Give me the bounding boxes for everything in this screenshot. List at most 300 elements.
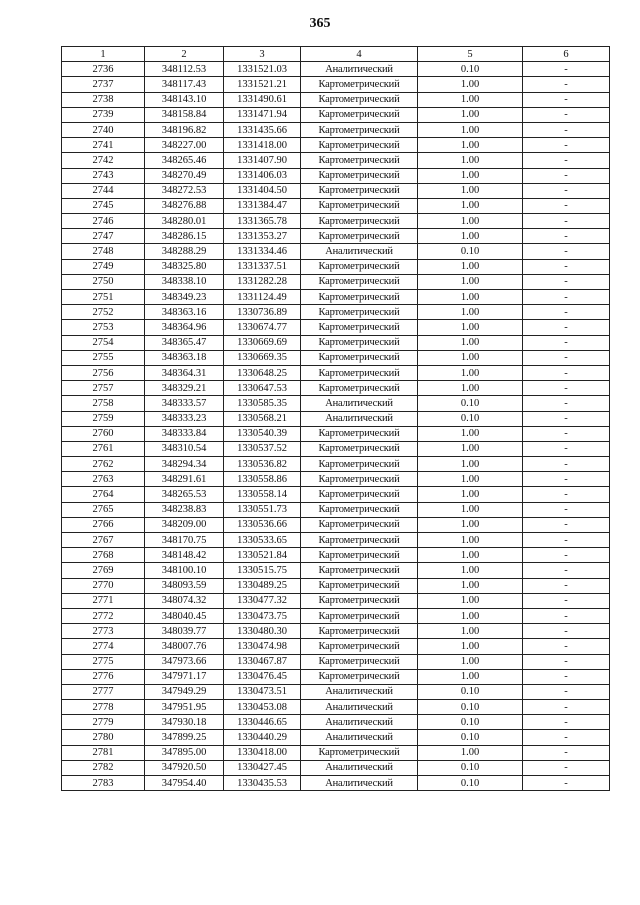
table-row <box>62 335 610 350</box>
method-cell: Аналитический <box>301 244 418 259</box>
accuracy-cell: 1.00 <box>418 229 523 244</box>
x-coordinate-cell: 348007.76 <box>145 639 224 654</box>
table-row <box>62 244 610 259</box>
table-row <box>62 183 610 198</box>
y-coordinate-cell: 1330453.08 <box>224 700 301 715</box>
note-cell: - <box>523 153 610 168</box>
x-coordinate-cell: 348100.10 <box>145 563 224 578</box>
point-number-cell: 2782 <box>62 760 145 775</box>
x-coordinate-cell: 348338.10 <box>145 274 224 289</box>
y-coordinate-cell: 1330474.98 <box>224 639 301 654</box>
point-number-cell: 2764 <box>62 487 145 502</box>
method-cell: Картометрический <box>301 92 418 107</box>
method-cell: Картометрический <box>301 669 418 684</box>
header-cell-1: 1 <box>62 47 145 62</box>
method-cell: Картометрический <box>301 457 418 472</box>
x-coordinate-cell: 348270.49 <box>145 168 224 183</box>
method-cell: Картометрический <box>301 472 418 487</box>
x-coordinate-cell: 348286.15 <box>145 229 224 244</box>
x-coordinate-cell: 348039.77 <box>145 624 224 639</box>
x-coordinate-cell: 348143.10 <box>145 92 224 107</box>
point-number-cell: 2742 <box>62 153 145 168</box>
accuracy-cell: 1.00 <box>418 381 523 396</box>
note-cell: - <box>523 198 610 213</box>
accuracy-cell: 0.10 <box>418 760 523 775</box>
point-number-cell: 2767 <box>62 533 145 548</box>
x-coordinate-cell: 348365.47 <box>145 335 224 350</box>
accuracy-cell: 0.10 <box>418 684 523 699</box>
method-cell: Картометрический <box>301 320 418 335</box>
method-cell: Картометрический <box>301 502 418 517</box>
note-cell: - <box>523 441 610 456</box>
x-coordinate-cell: 348364.96 <box>145 320 224 335</box>
note-cell: - <box>523 411 610 426</box>
note-cell: - <box>523 107 610 122</box>
point-number-cell: 2777 <box>62 684 145 699</box>
accuracy-cell: 1.00 <box>418 183 523 198</box>
point-number-cell: 2761 <box>62 441 145 456</box>
x-coordinate-cell: 348112.53 <box>145 62 224 77</box>
x-coordinate-cell: 348364.31 <box>145 365 224 380</box>
note-cell: - <box>523 274 610 289</box>
accuracy-cell: 1.00 <box>418 487 523 502</box>
method-cell: Картометрический <box>301 654 418 669</box>
x-coordinate-cell: 348093.59 <box>145 578 224 593</box>
accuracy-cell: 1.00 <box>418 77 523 92</box>
point-number-cell: 2758 <box>62 396 145 411</box>
table-row <box>62 760 610 775</box>
accuracy-cell: 0.10 <box>418 776 523 791</box>
accuracy-cell: 0.10 <box>418 730 523 745</box>
method-cell: Картометрический <box>301 624 418 639</box>
note-cell: - <box>523 654 610 669</box>
point-number-cell: 2756 <box>62 365 145 380</box>
accuracy-cell: 1.00 <box>418 624 523 639</box>
table-row <box>62 229 610 244</box>
accuracy-cell: 0.10 <box>418 411 523 426</box>
y-coordinate-cell: 1330536.82 <box>224 457 301 472</box>
x-coordinate-cell: 347954.40 <box>145 776 224 791</box>
accuracy-cell: 1.00 <box>418 502 523 517</box>
note-cell: - <box>523 730 610 745</box>
note-cell: - <box>523 320 610 335</box>
y-coordinate-cell: 1330674.77 <box>224 320 301 335</box>
accuracy-cell: 0.10 <box>418 396 523 411</box>
method-cell: Картометрический <box>301 305 418 320</box>
point-number-cell: 2766 <box>62 517 145 532</box>
x-coordinate-cell: 348291.61 <box>145 472 224 487</box>
y-coordinate-cell: 1330551.73 <box>224 502 301 517</box>
y-coordinate-cell: 1330427.45 <box>224 760 301 775</box>
y-coordinate-cell: 1330558.86 <box>224 472 301 487</box>
note-cell: - <box>523 259 610 274</box>
table-row <box>62 624 610 639</box>
method-cell: Аналитический <box>301 776 418 791</box>
header-cell-3: 3 <box>224 47 301 62</box>
accuracy-cell: 1.00 <box>418 320 523 335</box>
method-cell: Картометрический <box>301 290 418 305</box>
note-cell: - <box>523 760 610 775</box>
point-number-cell: 2738 <box>62 92 145 107</box>
note-cell: - <box>523 639 610 654</box>
y-coordinate-cell: 1330418.00 <box>224 745 301 760</box>
y-coordinate-cell: 1330536.66 <box>224 517 301 532</box>
accuracy-cell: 1.00 <box>418 563 523 578</box>
y-coordinate-cell: 1331365.78 <box>224 214 301 229</box>
point-number-cell: 2752 <box>62 305 145 320</box>
x-coordinate-cell: 348333.23 <box>145 411 224 426</box>
method-cell: Картометрический <box>301 441 418 456</box>
method-cell: Аналитический <box>301 396 418 411</box>
x-coordinate-cell: 348148.42 <box>145 548 224 563</box>
x-coordinate-cell: 348158.84 <box>145 107 224 122</box>
header-cell-2: 2 <box>145 47 224 62</box>
method-cell: Картометрический <box>301 122 418 137</box>
note-cell: - <box>523 381 610 396</box>
y-coordinate-cell: 1331521.21 <box>224 77 301 92</box>
method-cell: Картометрический <box>301 183 418 198</box>
table-row <box>62 502 610 517</box>
x-coordinate-cell: 347895.00 <box>145 745 224 760</box>
header-cell-4: 4 <box>301 47 418 62</box>
table-row <box>62 669 610 684</box>
method-cell: Картометрический <box>301 593 418 608</box>
note-cell: - <box>523 578 610 593</box>
method-cell: Картометрический <box>301 229 418 244</box>
note-cell: - <box>523 608 610 623</box>
accuracy-cell: 1.00 <box>418 472 523 487</box>
header-cell-6: 6 <box>523 47 610 62</box>
note-cell: - <box>523 62 610 77</box>
method-cell: Аналитический <box>301 715 418 730</box>
table-row <box>62 214 610 229</box>
table-row <box>62 700 610 715</box>
note-cell: - <box>523 77 610 92</box>
point-number-cell: 2778 <box>62 700 145 715</box>
table-row <box>62 138 610 153</box>
method-cell: Картометрический <box>301 350 418 365</box>
note-cell: - <box>523 335 610 350</box>
point-number-cell: 2751 <box>62 290 145 305</box>
table-row <box>62 305 610 320</box>
accuracy-cell: 1.00 <box>418 259 523 274</box>
y-coordinate-cell: 1330540.39 <box>224 426 301 441</box>
table-row <box>62 62 610 77</box>
accuracy-cell: 1.00 <box>418 92 523 107</box>
note-cell: - <box>523 122 610 137</box>
accuracy-cell: 1.00 <box>418 168 523 183</box>
accuracy-cell: 1.00 <box>418 290 523 305</box>
x-coordinate-cell: 348333.84 <box>145 426 224 441</box>
point-number-cell: 2781 <box>62 745 145 760</box>
x-coordinate-cell: 347899.25 <box>145 730 224 745</box>
y-coordinate-cell: 1331407.90 <box>224 153 301 168</box>
method-cell: Картометрический <box>301 517 418 532</box>
table-row <box>62 411 610 426</box>
accuracy-cell: 1.00 <box>418 122 523 137</box>
table-row <box>62 259 610 274</box>
table-row <box>62 533 610 548</box>
y-coordinate-cell: 1330521.84 <box>224 548 301 563</box>
y-coordinate-cell: 1331418.00 <box>224 138 301 153</box>
point-number-cell: 2770 <box>62 578 145 593</box>
y-coordinate-cell: 1331404.50 <box>224 183 301 198</box>
x-coordinate-cell: 348209.00 <box>145 517 224 532</box>
method-cell: Картометрический <box>301 426 418 441</box>
accuracy-cell: 1.00 <box>418 517 523 532</box>
note-cell: - <box>523 624 610 639</box>
point-number-cell: 2765 <box>62 502 145 517</box>
y-coordinate-cell: 1330440.29 <box>224 730 301 745</box>
table-row <box>62 107 610 122</box>
method-cell: Картометрический <box>301 548 418 563</box>
x-coordinate-cell: 348333.57 <box>145 396 224 411</box>
x-coordinate-cell: 347971.17 <box>145 669 224 684</box>
point-number-cell: 2780 <box>62 730 145 745</box>
method-cell: Картометрический <box>301 639 418 654</box>
method-cell: Картометрический <box>301 107 418 122</box>
table-row <box>62 77 610 92</box>
accuracy-cell: 1.00 <box>418 745 523 760</box>
method-cell: Картометрический <box>301 168 418 183</box>
accuracy-cell: 1.00 <box>418 107 523 122</box>
note-cell: - <box>523 593 610 608</box>
y-coordinate-cell: 1330669.69 <box>224 335 301 350</box>
table-row <box>62 684 610 699</box>
method-cell: Картометрический <box>301 198 418 213</box>
point-number-cell: 2768 <box>62 548 145 563</box>
accuracy-cell: 1.00 <box>418 138 523 153</box>
note-cell: - <box>523 457 610 472</box>
table-row <box>62 122 610 137</box>
accuracy-cell: 1.00 <box>418 198 523 213</box>
table-row <box>62 730 610 745</box>
point-number-cell: 2755 <box>62 350 145 365</box>
table-row <box>62 593 610 608</box>
y-coordinate-cell: 1330489.25 <box>224 578 301 593</box>
y-coordinate-cell: 1331337.51 <box>224 259 301 274</box>
accuracy-cell: 1.00 <box>418 350 523 365</box>
x-coordinate-cell: 348349.23 <box>145 290 224 305</box>
table-row <box>62 578 610 593</box>
method-cell: Картометрический <box>301 214 418 229</box>
point-number-cell: 2774 <box>62 639 145 654</box>
x-coordinate-cell: 347951.95 <box>145 700 224 715</box>
point-number-cell: 2740 <box>62 122 145 137</box>
table-row <box>62 472 610 487</box>
table-row <box>62 517 610 532</box>
y-coordinate-cell: 1331334.46 <box>224 244 301 259</box>
x-coordinate-cell: 348074.32 <box>145 593 224 608</box>
point-number-cell: 2754 <box>62 335 145 350</box>
table-row <box>62 365 610 380</box>
accuracy-cell: 1.00 <box>418 335 523 350</box>
method-cell: Картометрический <box>301 335 418 350</box>
accuracy-cell: 1.00 <box>418 457 523 472</box>
table-row <box>62 168 610 183</box>
note-cell: - <box>523 776 610 791</box>
note-cell: - <box>523 183 610 198</box>
x-coordinate-cell: 347920.50 <box>145 760 224 775</box>
point-number-cell: 2779 <box>62 715 145 730</box>
note-cell: - <box>523 350 610 365</box>
y-coordinate-cell: 1331353.27 <box>224 229 301 244</box>
accuracy-cell: 0.10 <box>418 62 523 77</box>
point-number-cell: 2783 <box>62 776 145 791</box>
method-cell: Картометрический <box>301 563 418 578</box>
table-row <box>62 320 610 335</box>
accuracy-cell: 1.00 <box>418 274 523 289</box>
point-number-cell: 2741 <box>62 138 145 153</box>
y-coordinate-cell: 1330736.89 <box>224 305 301 320</box>
table-row <box>62 426 610 441</box>
method-cell: Аналитический <box>301 730 418 745</box>
method-cell: Картометрический <box>301 274 418 289</box>
accuracy-cell: 1.00 <box>418 669 523 684</box>
method-cell: Картометрический <box>301 745 418 760</box>
table-row <box>62 487 610 502</box>
x-coordinate-cell: 348310.54 <box>145 441 224 456</box>
accuracy-cell: 1.00 <box>418 593 523 608</box>
header-cell-5: 5 <box>418 47 523 62</box>
method-cell: Аналитический <box>301 700 418 715</box>
y-coordinate-cell: 1331471.94 <box>224 107 301 122</box>
point-number-cell: 2748 <box>62 244 145 259</box>
x-coordinate-cell: 348288.29 <box>145 244 224 259</box>
x-coordinate-cell: 348196.82 <box>145 122 224 137</box>
x-coordinate-cell: 348170.75 <box>145 533 224 548</box>
y-coordinate-cell: 1330568.21 <box>224 411 301 426</box>
page-number: 365 <box>309 16 331 31</box>
point-number-cell: 2776 <box>62 669 145 684</box>
y-coordinate-cell: 1330435.53 <box>224 776 301 791</box>
accuracy-cell: 1.00 <box>418 548 523 563</box>
point-number-cell: 2775 <box>62 654 145 669</box>
point-number-cell: 2743 <box>62 168 145 183</box>
accuracy-cell: 1.00 <box>418 426 523 441</box>
x-coordinate-cell: 348117.43 <box>145 77 224 92</box>
accuracy-cell: 1.00 <box>418 533 523 548</box>
y-coordinate-cell: 1331406.03 <box>224 168 301 183</box>
note-cell: - <box>523 426 610 441</box>
x-coordinate-cell: 347973.66 <box>145 654 224 669</box>
x-coordinate-cell: 348329.21 <box>145 381 224 396</box>
y-coordinate-cell: 1330533.65 <box>224 533 301 548</box>
point-number-cell: 2750 <box>62 274 145 289</box>
y-coordinate-cell: 1331435.66 <box>224 122 301 137</box>
table-row <box>62 608 610 623</box>
method-cell: Картометрический <box>301 608 418 623</box>
note-cell: - <box>523 684 610 699</box>
note-cell: - <box>523 487 610 502</box>
note-cell: - <box>523 229 610 244</box>
table-row <box>62 745 610 760</box>
point-number-cell: 2739 <box>62 107 145 122</box>
note-cell: - <box>523 290 610 305</box>
point-number-cell: 2746 <box>62 214 145 229</box>
y-coordinate-cell: 1331384.47 <box>224 198 301 213</box>
x-coordinate-cell: 348238.83 <box>145 502 224 517</box>
accuracy-cell: 0.10 <box>418 715 523 730</box>
accuracy-cell: 1.00 <box>418 639 523 654</box>
accuracy-cell: 1.00 <box>418 214 523 229</box>
note-cell: - <box>523 214 610 229</box>
accuracy-cell: 1.00 <box>418 608 523 623</box>
table-row <box>62 715 610 730</box>
point-number-cell: 2745 <box>62 198 145 213</box>
y-coordinate-cell: 1331124.49 <box>224 290 301 305</box>
method-cell: Картометрический <box>301 533 418 548</box>
y-coordinate-cell: 1331490.61 <box>224 92 301 107</box>
x-coordinate-cell: 348265.53 <box>145 487 224 502</box>
x-coordinate-cell: 348280.01 <box>145 214 224 229</box>
point-number-cell: 2737 <box>62 77 145 92</box>
table-row <box>62 274 610 289</box>
x-coordinate-cell: 348294.34 <box>145 457 224 472</box>
table-row <box>62 290 610 305</box>
note-cell: - <box>523 168 610 183</box>
point-number-cell: 2747 <box>62 229 145 244</box>
table-row <box>62 350 610 365</box>
table-body <box>62 62 610 791</box>
point-number-cell: 2749 <box>62 259 145 274</box>
accuracy-cell: 0.10 <box>418 244 523 259</box>
point-number-cell: 2771 <box>62 593 145 608</box>
table-row <box>62 548 610 563</box>
accuracy-cell: 1.00 <box>418 365 523 380</box>
note-cell: - <box>523 700 610 715</box>
y-coordinate-cell: 1330480.30 <box>224 624 301 639</box>
note-cell: - <box>523 669 610 684</box>
note-cell: - <box>523 244 610 259</box>
x-coordinate-cell: 348227.00 <box>145 138 224 153</box>
method-cell: Аналитический <box>301 411 418 426</box>
y-coordinate-cell: 1330648.25 <box>224 365 301 380</box>
note-cell: - <box>523 745 610 760</box>
point-number-cell: 2763 <box>62 472 145 487</box>
point-number-cell: 2772 <box>62 608 145 623</box>
x-coordinate-cell: 348363.16 <box>145 305 224 320</box>
method-cell: Картометрический <box>301 365 418 380</box>
table-row <box>62 198 610 213</box>
y-coordinate-cell: 1330467.87 <box>224 654 301 669</box>
note-cell: - <box>523 533 610 548</box>
y-coordinate-cell: 1330446.65 <box>224 715 301 730</box>
point-number-cell: 2757 <box>62 381 145 396</box>
y-coordinate-cell: 1331521.03 <box>224 62 301 77</box>
accuracy-cell: 1.00 <box>418 305 523 320</box>
table-header <box>62 47 610 62</box>
method-cell: Картометрический <box>301 578 418 593</box>
y-coordinate-cell: 1330647.53 <box>224 381 301 396</box>
note-cell: - <box>523 305 610 320</box>
table-row <box>62 381 610 396</box>
table-row <box>62 92 610 107</box>
x-coordinate-cell: 347949.29 <box>145 684 224 699</box>
y-coordinate-cell: 1330476.45 <box>224 669 301 684</box>
y-coordinate-cell: 1331282.28 <box>224 274 301 289</box>
method-cell: Аналитический <box>301 760 418 775</box>
note-cell: - <box>523 92 610 107</box>
y-coordinate-cell: 1330558.14 <box>224 487 301 502</box>
point-number-cell: 2759 <box>62 411 145 426</box>
table-row <box>62 457 610 472</box>
table-row <box>62 639 610 654</box>
method-cell: Картометрический <box>301 153 418 168</box>
y-coordinate-cell: 1330473.51 <box>224 684 301 699</box>
accuracy-cell: 1.00 <box>418 654 523 669</box>
point-number-cell: 2769 <box>62 563 145 578</box>
